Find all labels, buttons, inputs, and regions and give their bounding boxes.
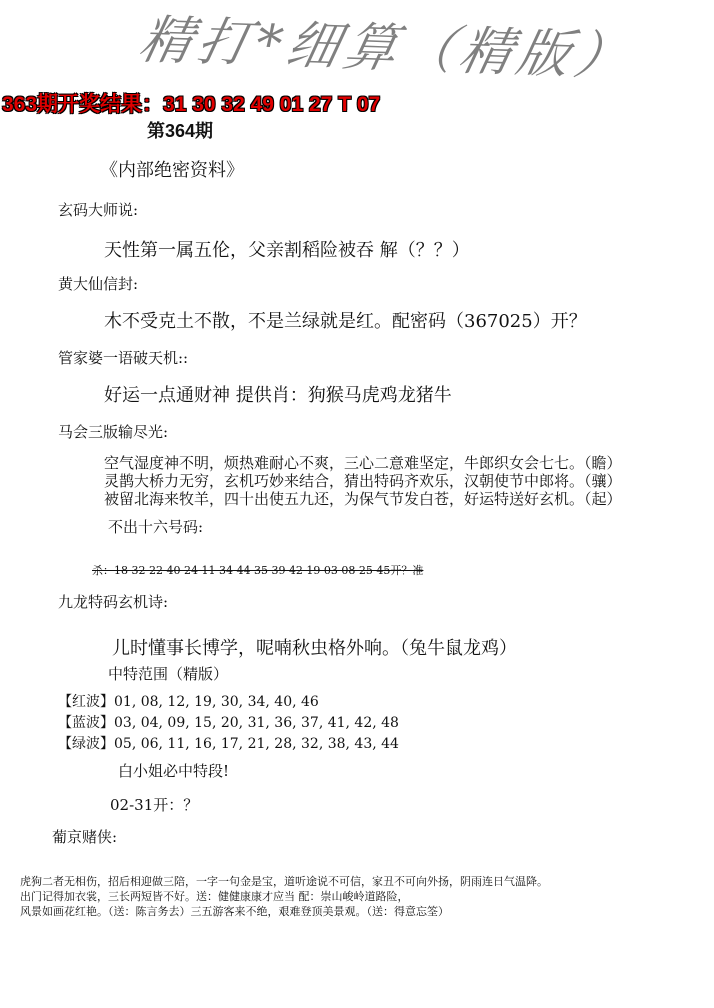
housekeeper-label: 管家婆一语破天机:: bbox=[58, 349, 189, 367]
footer-line: 虎狗二者无相伤，招后相迎做三陪，一字一句金是宝，道听途说不可信，家丑不可向外扬，阴雨连日气温降。 bbox=[20, 875, 548, 888]
wave-row-green bbox=[58, 733, 399, 753]
nine-dragon-label: 九龙特码玄机诗: bbox=[58, 593, 169, 611]
master-text: 天性第一属五伦，父亲割稻险被吞 解（？？） bbox=[104, 240, 470, 261]
no16-label: 不出十六号码: bbox=[108, 518, 204, 536]
letter-label: 黄大仙信封: bbox=[58, 275, 139, 293]
master-label: 玄码大师说: bbox=[58, 201, 139, 219]
wave-label: 【绿波】 bbox=[58, 736, 114, 752]
wave-numbers: 01, 08, 12, 19, 30, 34, 40, 46 bbox=[114, 694, 319, 710]
macau-label: 马会三版输尽光: bbox=[58, 423, 169, 441]
range-open-text: 02-31开：？ bbox=[110, 796, 199, 814]
wave-numbers: 03, 04, 09, 15, 20, 31, 36, 37, 41, 42, 48 bbox=[114, 715, 399, 731]
wave-numbers: 05, 06, 11, 16, 17, 21, 28, 32, 38, 43, 44 bbox=[114, 736, 399, 752]
footer-line: 风景如画花红艳。（送：陈言务去）三五游客来不绝，艰难登顶美景观。（送：得意忘筌） bbox=[20, 905, 449, 918]
housekeeper-text: 好运一点通财神 提供肖：狗猴马虎鸡龙猪牛 bbox=[104, 385, 452, 406]
footer-line: 出门记得加衣裳，三长两短皆不好。送：健健康康才应当 配：崇山峻岭道路险， bbox=[20, 890, 409, 903]
poem-line: 灵鹊大桥力无穷，玄机巧妙来结合，猜出特码齐欢乐，汉朝使节中郎将。（骧） bbox=[104, 472, 622, 490]
issue-number: 第364期 bbox=[147, 121, 214, 141]
kill-line: 杀：18 32 22 40 24 11 34 44 35 39 42 19 03 08 25 45开？准 bbox=[92, 564, 424, 577]
draw-result: 363期开奖结果：31 30 32 49 01 27 T 07 bbox=[2, 93, 381, 116]
wave-row-red bbox=[58, 691, 319, 711]
gambler-label: 葡京赌侠: bbox=[52, 828, 118, 846]
wave-label: 【红波】 bbox=[58, 694, 114, 710]
nine-dragon-text: 儿时懂事长博学，呢喃秋虫格外响。（兔牛鼠龙鸡） bbox=[112, 638, 517, 659]
wave-label: 【蓝波】 bbox=[58, 715, 114, 731]
section-title: 《内部绝密资料》 bbox=[100, 160, 244, 181]
letter-text: 木不受克土不散，不是兰绿就是红。配密码（367025）开？ bbox=[104, 311, 587, 332]
poem-line: 空气湿度神不明，烦热难耐心不爽，三心二意难坚定，牛郎织女会七七。（瞻） bbox=[104, 454, 622, 472]
range-label: 中特范围（精版） bbox=[108, 665, 229, 683]
header-title: 精打*细算（精版） bbox=[134, 10, 640, 88]
wave-row-blue bbox=[58, 712, 399, 732]
poem-line: 被留北海来牧羊，四十出使五九还，为保气节发白苍，好运特送好玄机。（起） bbox=[104, 490, 622, 508]
miss-bai-text: 白小姐必中特段! bbox=[118, 762, 230, 780]
